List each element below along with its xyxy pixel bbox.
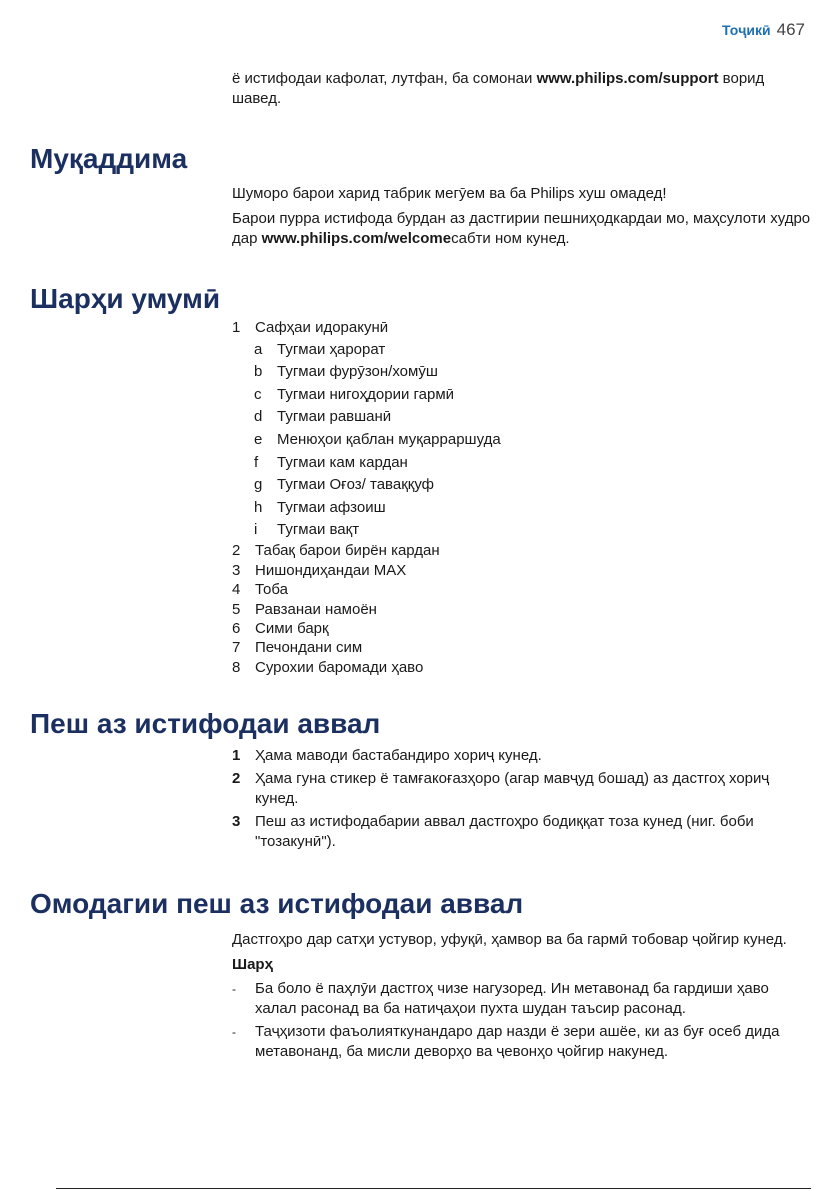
list-item: 5 Равзанаи намоён bbox=[232, 600, 377, 618]
placement-text: Дастгоҳро дар сатҳи устувор, уфуқӣ, ҳамвор ва ба гармӣ тобовар ҷойгир кунед. bbox=[232, 931, 787, 948]
list-item: 4 Тоба bbox=[232, 581, 288, 599]
overview-list bbox=[232, 318, 811, 677]
page-number: 467 bbox=[776, 20, 805, 39]
list-item: - Таҷҳизоти фаъолияткунандаро дар назди ё зери ашёе, ки аз буғ осеб дида метавонанд, ба мисли деворҳо ва ҷевонҳо ҷойгир накунед. bbox=[232, 1023, 780, 1060]
list-item: i Тугмаи вақт bbox=[254, 521, 360, 539]
list-item: - Ба боло ё паҳлӯи дастгоҳ чизе нагузоред. Ин метавонад ба гардиши ҳаво халал расонад ва ба натиҷаҳои пухта шудан таъсир расонад. bbox=[232, 980, 769, 1017]
list-item: a Тугмаи ҳарорат bbox=[254, 340, 386, 358]
footer-divider bbox=[56, 1188, 811, 1189]
list-item: h Тугмаи афзоиш bbox=[254, 498, 386, 516]
language-label: Тоҷикӣ bbox=[722, 22, 771, 38]
list-item: d Тугмаи равшанӣ bbox=[254, 408, 392, 426]
register-text: Барои пурра истифода бурдан аз дастгирии пешниҳодкардаи мо, маҳсулоти худро дар www.philips.com/welcomeсабти ном кунед. bbox=[232, 210, 811, 247]
note-label: Шарҳ bbox=[232, 956, 273, 973]
list-item: 1 Сафҳаи идоракунӣ bbox=[232, 318, 389, 336]
list-item: e Менюҳои қаблан муқарраршуда bbox=[254, 431, 501, 449]
list-item: b Тугмаи фурӯзон/хомӯш bbox=[254, 363, 438, 381]
list-item: 3 Пеш аз истифодабарии аввал дастгоҳро бодиққат тоза кунед (ниг. боби "тозакунӣ"). bbox=[232, 813, 754, 850]
list-item: g Тугмаи Оғоз/ таваққуф bbox=[254, 476, 435, 494]
list-item: 2 Ҳама гуна стикер ё тамғакоғазҳоро (агар мавҷуд бошад) аз дастгоҳ хориҷ кунед. bbox=[232, 770, 770, 807]
list-item: 7 Печондани сим bbox=[232, 639, 363, 657]
section-heading-muqaddima: Муқаддима bbox=[30, 143, 188, 174]
steps-list bbox=[232, 746, 811, 855]
welcome-link[interactable]: www.philips.com/welcome bbox=[261, 230, 452, 247]
list-item: 6 Сими барқ bbox=[232, 620, 329, 637]
list-item: 8 Сурохии баромади ҳаво bbox=[232, 658, 424, 676]
page-header bbox=[722, 20, 805, 40]
list-item: 1 Ҳама маводи бастабандиро хориҷ кунед. bbox=[232, 747, 542, 764]
preparation-body bbox=[232, 930, 811, 1065]
support-link[interactable]: www.philips.com/support bbox=[536, 70, 719, 87]
list-item: 3 Нишондиҳандаи MAX bbox=[232, 561, 407, 579]
intro-paragraph: ё истифодаи кафолат, лутфан, ба сомонаи www.philips.com/support ворид шавед. bbox=[232, 70, 765, 107]
section-heading-before-first-use: Пеш аз истифодаи аввал bbox=[30, 708, 381, 739]
list-item: c Тугмаи нигоҳдории гармӣ bbox=[254, 385, 455, 403]
sub-list bbox=[232, 337, 811, 541]
section-heading-overview: Шарҳи умумӣ bbox=[30, 283, 221, 314]
list-item: f Тугмаи кам кардан bbox=[254, 453, 408, 471]
welcome-text: Шуморо барои харид табрик мегӯем ва ба Philips хуш омадед! bbox=[232, 185, 667, 202]
section-heading-preparation: Омодагии пеш аз истифодаи аввал bbox=[30, 888, 524, 919]
muqaddima-body bbox=[232, 184, 811, 249]
list-item: 2 Табақ барои бирён кардан bbox=[232, 542, 440, 560]
